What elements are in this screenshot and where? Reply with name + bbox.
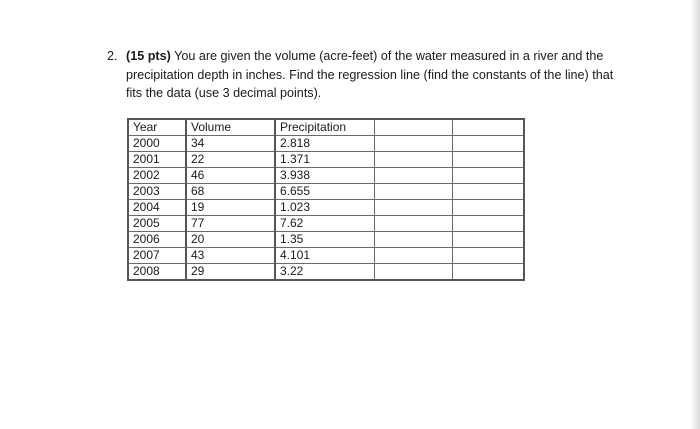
table-cell: 2004 [128,200,186,216]
table-cell: 46 [186,168,275,184]
problem-number: 2. [107,49,118,63]
table-header-row [128,119,524,136]
table-cell: 77 [186,216,275,232]
data-table [127,118,525,281]
table-cell: 1.371 [275,152,375,168]
table-cell: 43 [186,248,275,264]
table-cell: 1.35 [275,232,375,248]
table-row [128,200,524,216]
data-table-body [128,119,524,280]
table-cell: 2007 [128,248,186,264]
table-cell [375,232,453,248]
table-cell [375,248,453,264]
problem-points: (15 pts) [126,49,171,63]
table-cell [453,136,525,152]
table-cell [375,168,453,184]
table-cell [375,184,453,200]
table-cell: 7.62 [275,216,375,232]
table-cell: 6.655 [275,184,375,200]
table-row [128,216,524,232]
table-row [128,248,524,264]
table-row [128,184,524,200]
table-cell: 2.818 [275,136,375,152]
problem-text-block [126,47,627,103]
table-cell [453,184,525,200]
table-header-cell: Year [128,119,186,136]
table-cell: 4.101 [275,248,375,264]
table-cell: 2001 [128,152,186,168]
table-row [128,232,524,248]
table-row [128,264,524,281]
table-cell: 2003 [128,184,186,200]
page-edge-shadow [690,0,700,429]
table-header-cell [375,119,453,136]
table-cell: 34 [186,136,275,152]
table-cell [453,248,525,264]
table-cell: 19 [186,200,275,216]
table-row [128,136,524,152]
table-cell: 68 [186,184,275,200]
table-cell [453,200,525,216]
table-header-cell: Precipitation [275,119,375,136]
table-cell [453,232,525,248]
table-cell [453,168,525,184]
table-cell: 1.023 [275,200,375,216]
table-header-cell: Volume [186,119,275,136]
table-row [128,152,524,168]
table-cell [375,216,453,232]
table-cell [375,136,453,152]
table-cell: 29 [186,264,275,281]
table-cell: 20 [186,232,275,248]
table-cell: 3.938 [275,168,375,184]
table-cell: 22 [186,152,275,168]
table-cell [453,152,525,168]
problem-text: You are given the volume (acre-feet) of the water measured in a river and the precipitation depth in inches. Find the regression line (find the constants of the line) that fits the data (use 3 decimal points). [126,49,614,100]
table-cell: 2002 [128,168,186,184]
problem-statement [107,47,627,103]
table-cell [375,200,453,216]
table-cell: 2005 [128,216,186,232]
table-cell [375,264,453,281]
table-cell: 2000 [128,136,186,152]
table-cell: 3.22 [275,264,375,281]
table-header-cell [453,119,525,136]
table-cell [375,152,453,168]
table-cell [453,216,525,232]
table-row [128,168,524,184]
table-cell [453,264,525,281]
table-cell: 2006 [128,232,186,248]
table-cell: 2008 [128,264,186,281]
